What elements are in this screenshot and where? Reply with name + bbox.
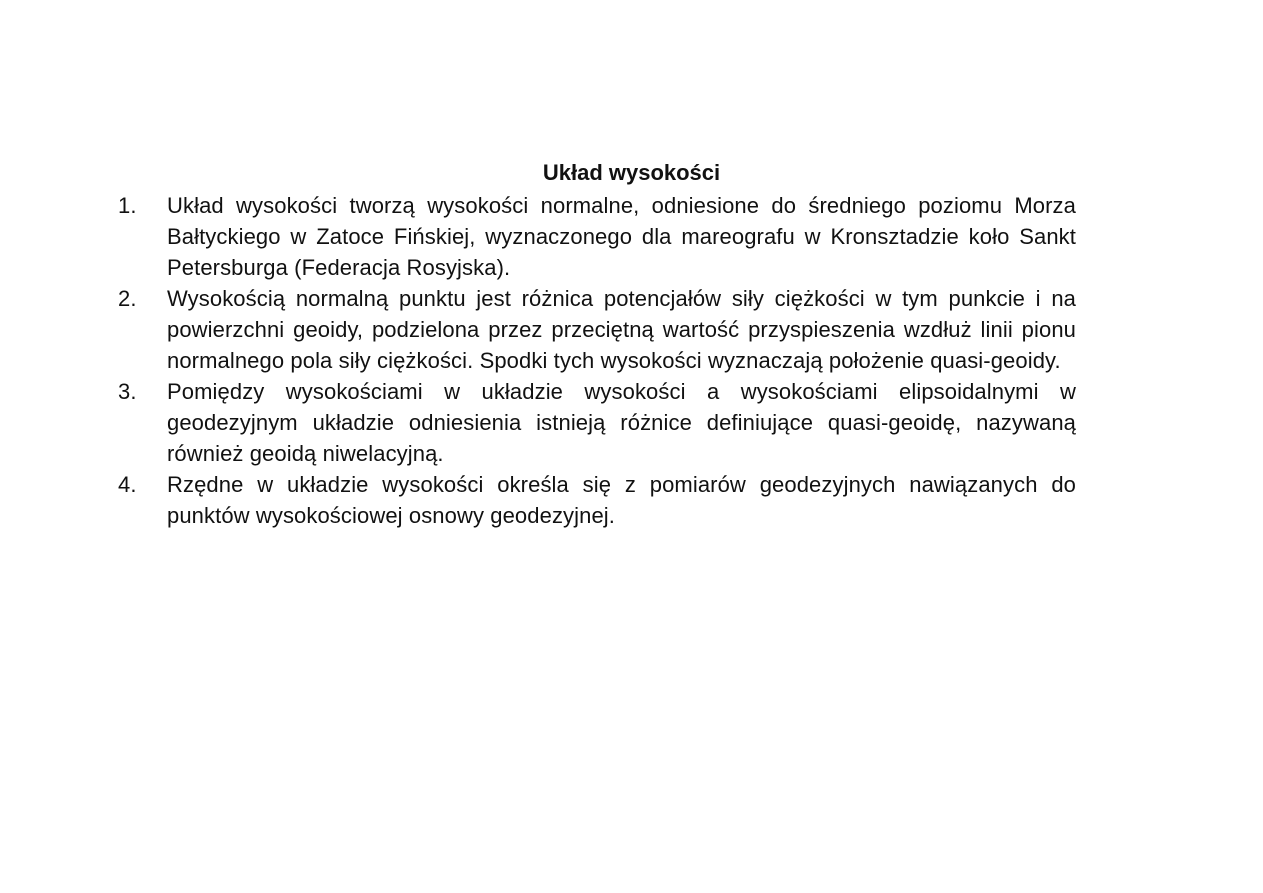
list-item-text: Pomiędzy wysokościami w układzie wysokości a wysokościami elipsoidalnymi w geodezyjnym układzie odniesienia istnieją różnice definiujące quasi-geoidę, nazywaną również geoidą niwelacyjną.	[167, 379, 1076, 466]
list-item-text: Wysokością normalną punktu jest różnica potencjałów siły ciężkości w tym punkcie i na powierzchni geoidy, podzielona przez przeciętną wartość przyspieszenia wzdłuż linii pionu normalnego pola siły ciężkości. Spodki tych wysokości wyznaczają położenie quasi-geoidy.	[167, 286, 1076, 373]
list-item	[118, 376, 1076, 469]
list-item	[118, 190, 1076, 283]
list-item-number: 2.	[118, 286, 137, 311]
list-item	[118, 469, 1076, 531]
list-item-number: 3.	[118, 379, 137, 404]
document-title: Układ wysokości	[542, 160, 721, 185]
list-item-text: Układ wysokości tworzą wysokości normalne, odniesione do średniego poziomu Morza Bałtyckiego w Zatoce Fińskiej, wyznaczonego dla mareografu w Kronsztadzie koło Sankt Petersburga (Federacja Rosyjska).	[167, 193, 1076, 280]
list-item-number: 4.	[118, 472, 137, 497]
list-item-text: Rzędne w układzie wysokości określa się z pomiarów geodezyjnych nawiązanych do punktów wysokościowej osnowy geodezyjnej.	[167, 472, 1076, 528]
list-item-number: 1.	[118, 193, 137, 218]
list-item	[118, 283, 1076, 376]
numbered-list	[118, 190, 1076, 531]
